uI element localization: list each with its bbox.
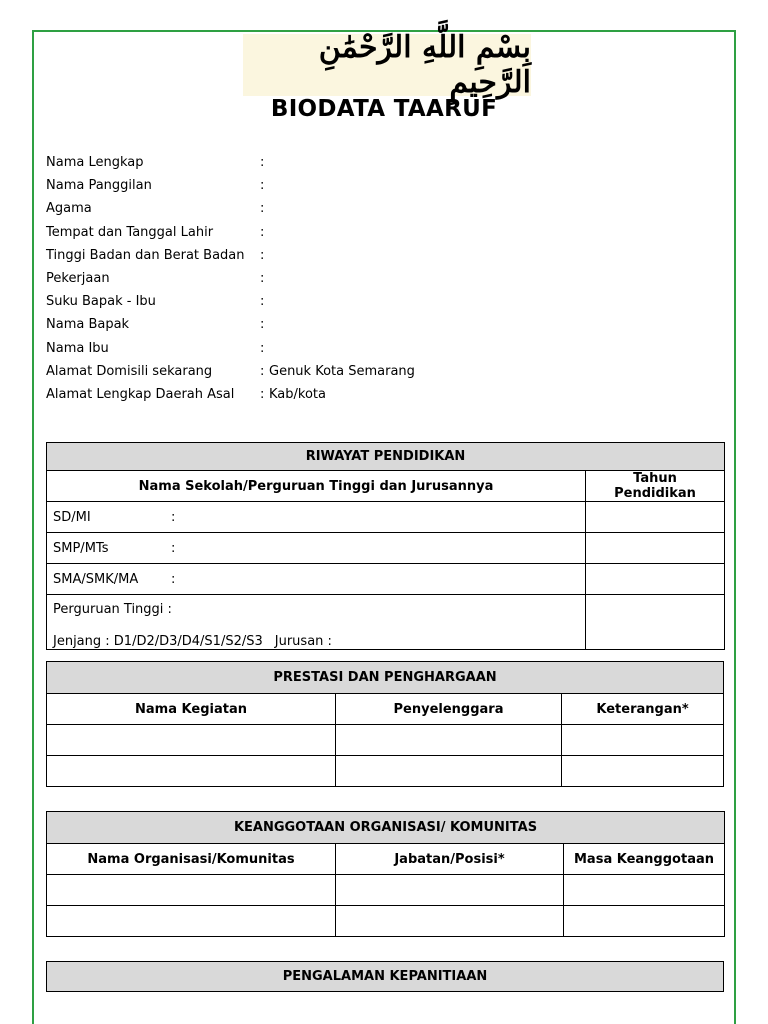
- table-cell[interactable]: [562, 756, 724, 787]
- pendidikan-year-cell[interactable]: [586, 533, 725, 564]
- pt-jenjang: Jenjang : D1/D2/D3/D4/S1/S2/S3: [53, 634, 263, 649]
- field-label: Nama Panggilan: [46, 178, 152, 194]
- pendidikan-col-sekolah: Nama Sekolah/Perguruan Tinggi dan Jurusannya: [47, 471, 586, 502]
- field-separator: :: [260, 178, 265, 194]
- kepanitiaan-table: [46, 961, 724, 992]
- table-cell[interactable]: [564, 875, 725, 906]
- field-value[interactable]: Genuk Kota Semarang: [269, 363, 415, 379]
- pendidikan-row-pt: [47, 595, 725, 650]
- kepanitiaan-title: PENGALAMAN KEPANITIAAN: [47, 962, 724, 992]
- pt-jurusan: Jurusan :: [274, 634, 332, 649]
- pt-jenjang-line: [53, 634, 579, 649]
- table-row: [47, 875, 725, 906]
- field-pekerjaan: [46, 267, 706, 290]
- pendidikan-col-tahun: Tahun Pendidikan: [586, 471, 725, 502]
- field-separator: :: [260, 155, 265, 171]
- organisasi-col-jabatan: Jabatan/Posisi*: [336, 844, 564, 875]
- field-label: Nama Lengkap: [46, 155, 144, 171]
- field-agama: [46, 197, 706, 220]
- field-label: Alamat Domisili sekarang: [46, 363, 213, 379]
- table-cell[interactable]: [47, 875, 336, 906]
- basmalah-calligraphy: بِسْمِ اللَّهِ الرَّحْمَٰنِ الرَّحِيمِ: [243, 34, 531, 96]
- pendidikan-title: RIWAYAT PENDIDIKAN: [47, 443, 725, 471]
- table-row: [47, 725, 724, 756]
- prestasi-col-penyelenggara: Penyelenggara: [336, 694, 562, 725]
- table-cell[interactable]: [47, 756, 336, 787]
- pendidikan-label: SMA/SMK/MA: [53, 571, 139, 587]
- field-suku: [46, 290, 706, 313]
- table-cell[interactable]: [336, 906, 564, 937]
- pendidikan-table: [46, 442, 725, 650]
- table-cell[interactable]: [47, 906, 336, 937]
- field-label: Agama: [46, 201, 92, 217]
- field-ttl: [46, 221, 706, 244]
- pendidikan-year-cell[interactable]: [586, 502, 725, 533]
- page-title: BIODATA TAARUF: [270, 96, 498, 122]
- field-value[interactable]: Kab/kota: [269, 386, 326, 402]
- pendidikan-row-sd: [47, 502, 725, 533]
- pendidikan-row-sma: [47, 564, 725, 595]
- field-nama-panggilan: [46, 174, 706, 197]
- field-label: Suku Bapak - Ibu: [46, 294, 156, 310]
- pendidikan-label: SD/MI: [53, 509, 91, 525]
- field-label: Tempat dan Tanggal Lahir: [46, 224, 214, 240]
- pendidikan-row-smp: [47, 533, 725, 564]
- pendidikan-sep: :: [171, 571, 176, 587]
- field-separator: :: [260, 224, 265, 240]
- pendidikan-cell[interactable]: [47, 533, 586, 564]
- field-label: Pekerjaan: [46, 271, 110, 287]
- pendidikan-year-cell[interactable]: [586, 564, 725, 595]
- prestasi-table: [46, 661, 724, 787]
- table-cell[interactable]: [336, 756, 562, 787]
- field-separator: :: [260, 317, 265, 333]
- pendidikan-cell[interactable]: [47, 502, 586, 533]
- field-separator: :: [260, 294, 265, 310]
- field-tinggi-berat: [46, 244, 706, 267]
- field-alamat-domisili: [46, 360, 706, 383]
- prestasi-col-keterangan: Keterangan*: [562, 694, 724, 725]
- table-cell[interactable]: [336, 725, 562, 756]
- pendidikan-sep: :: [171, 509, 176, 525]
- field-separator: :: [260, 247, 265, 263]
- organisasi-col-masa: Masa Keanggotaan: [564, 844, 725, 875]
- pt-label: Perguruan Tinggi :: [53, 602, 172, 617]
- field-separator: :: [260, 340, 265, 356]
- field-alamat-asal: [46, 383, 706, 406]
- table-cell[interactable]: [336, 875, 564, 906]
- pendidikan-sep: :: [171, 540, 176, 556]
- field-separator: :: [260, 363, 265, 379]
- field-nama-lengkap: [46, 151, 706, 174]
- pendidikan-cell[interactable]: [47, 564, 586, 595]
- field-nama-ibu: [46, 337, 706, 360]
- pendidikan-year-cell[interactable]: [586, 595, 725, 650]
- field-separator: :: [260, 201, 265, 217]
- pendidikan-cell-pt[interactable]: [47, 595, 586, 650]
- organisasi-col-nama: Nama Organisasi/Komunitas: [47, 844, 336, 875]
- field-label: Nama Ibu: [46, 340, 109, 356]
- table-cell[interactable]: [562, 725, 724, 756]
- field-nama-bapak: [46, 313, 706, 336]
- field-label: Nama Bapak: [46, 317, 130, 333]
- table-cell[interactable]: [564, 906, 725, 937]
- organisasi-title: KEANGGOTAAN ORGANISASI/ KOMUNITAS: [47, 812, 725, 844]
- prestasi-col-kegiatan: Nama Kegiatan: [47, 694, 336, 725]
- table-cell[interactable]: [47, 725, 336, 756]
- field-separator: :: [260, 386, 265, 402]
- pendidikan-label: SMP/MTs: [53, 540, 109, 556]
- organisasi-table: [46, 811, 725, 937]
- biodata-fields: [46, 151, 706, 406]
- field-separator: :: [260, 271, 265, 287]
- field-label: Tinggi Badan dan Berat Badan: [46, 247, 245, 263]
- table-row: [47, 906, 725, 937]
- table-row: [47, 756, 724, 787]
- prestasi-title: PRESTASI DAN PENGHARGAAN: [47, 662, 724, 694]
- field-label: Alamat Lengkap Daerah Asal: [46, 386, 235, 402]
